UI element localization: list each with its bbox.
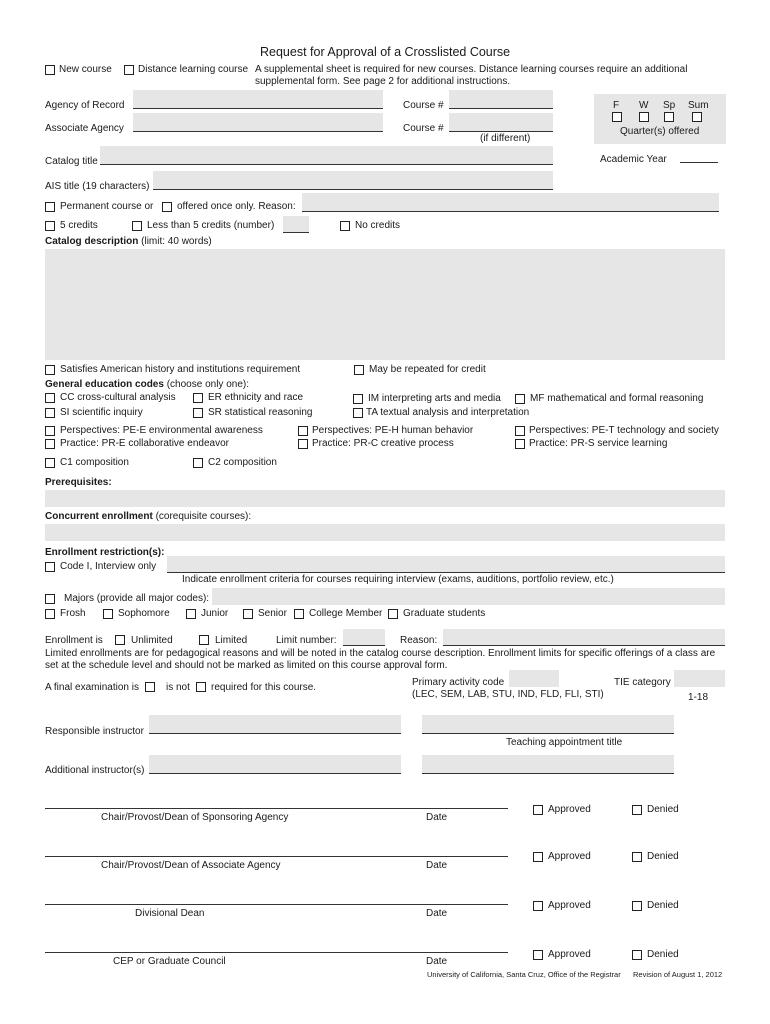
signature-date-2: Date (426, 860, 448, 871)
limit-number-label: Limit number: (276, 635, 337, 646)
signature-label-4: CEP or Graduate Council (113, 956, 226, 967)
ge-pe-h-label: Perspectives: PE-H human behavior (312, 425, 474, 436)
ge-cc-label: CC cross-cultural analysis (60, 392, 176, 403)
concurrent-enrollment-bold: Concurrent enrollment (45, 511, 153, 522)
associate-course-number-label: Course # (403, 123, 444, 134)
if-different-note: (if different) (480, 133, 531, 144)
agency-of-record-label: Agency of Record (45, 100, 125, 111)
ge-codes-bold: General education codes (45, 379, 164, 390)
once-reason-field[interactable] (302, 193, 719, 211)
ge-si-label: SI scientific inquiry (60, 407, 143, 418)
signature-label-1: Chair/Provost/Dean of Sponsoring Agency (101, 812, 289, 823)
five-credits-checkbox[interactable] (45, 221, 55, 231)
ais-title-label: AIS title (19 characters) (45, 181, 150, 192)
ge-pe-e-label: Perspectives: PE-E environmental awareness (60, 425, 263, 436)
new-course-checkbox[interactable] (45, 65, 55, 75)
tie-category-label: TIE category (614, 677, 671, 688)
ge-er-checkbox[interactable] (193, 393, 203, 403)
limited-note-1: Limited enrollments are for pedagogical reasons and will be noted in the catalog course description. Enrollment limits for specific offerings of a class are (45, 648, 716, 659)
ge-er-label: ER ethnicity and race (208, 392, 304, 403)
primary-activity-codes: (LEC, SEM, LAB, STU, IND, FLD, FLI, STI) (412, 689, 604, 700)
once-reason-line (302, 211, 719, 212)
permanent-course-checkbox[interactable] (45, 202, 55, 212)
quarter-f-checkbox[interactable] (612, 112, 622, 122)
quarter-f-label: F (613, 100, 620, 111)
academic-year-field[interactable] (680, 162, 718, 163)
ge-si-checkbox[interactable] (45, 408, 55, 418)
catalog-title-field[interactable] (100, 146, 553, 164)
ge-c2-checkbox[interactable] (193, 458, 203, 468)
ge-cc-checkbox[interactable] (45, 393, 55, 403)
ge-ta-checkbox[interactable] (353, 408, 363, 418)
repeat-credit-checkbox[interactable] (354, 365, 364, 375)
signature-line-2[interactable] (45, 856, 508, 857)
less-than-five-label: Less than 5 credits (number) (147, 220, 275, 231)
enrollment-is-label: Enrollment is (45, 635, 103, 646)
approved-label-1: Approved (548, 804, 591, 815)
enrollment-reason-line (443, 645, 725, 646)
interview-criteria-note: Indicate enrollment criteria for courses requiring interview (exams, auditions, portfolio review, etc.) (182, 574, 614, 585)
final-exam-label: A final examination is (45, 682, 139, 693)
course-number-label: Course # (403, 100, 444, 111)
final-exam-is-not-checkbox[interactable] (196, 682, 206, 692)
ge-pe-h-checkbox[interactable] (298, 426, 308, 436)
enrollment-reason-label: Reason: (400, 635, 438, 646)
offered-once-label: offered once only. Reason: (177, 201, 296, 212)
offered-once-checkbox[interactable] (162, 202, 172, 212)
approved-checkbox-1[interactable] (533, 805, 543, 815)
ge-sr-label: SR statistical reasoning (208, 407, 313, 418)
no-credits-label: No credits (355, 220, 401, 231)
denied-label-4: Denied (647, 949, 679, 960)
teaching-appointment-label: Teaching appointment title (506, 737, 623, 748)
teaching-appointment-line (422, 733, 674, 734)
additional-instructors-label: Additional instructor(s) (45, 765, 145, 776)
quarter-w-checkbox[interactable] (639, 112, 649, 122)
frosh-checkbox[interactable] (45, 609, 55, 619)
credits-number-line (283, 232, 309, 233)
ge-pr-e-checkbox[interactable] (45, 439, 55, 449)
ge-ta-label: TA textual analysis and interpretation (366, 407, 530, 418)
signature-line-1[interactable] (45, 808, 508, 809)
limit-number-field[interactable] (343, 629, 385, 645)
college-member-label: College Member (309, 608, 383, 619)
ge-pr-c-label: Practice: PR-C creative process (312, 438, 454, 449)
graduate-students-label: Graduate students (403, 608, 486, 619)
ge-mf-label: MF mathematical and formal reasoning (530, 393, 704, 404)
quarter-sum-label: Sum (688, 100, 709, 111)
approved-checkbox-2[interactable] (533, 852, 543, 862)
ge-c2-label: C2 composition (208, 457, 277, 468)
signature-date-4: Date (426, 956, 448, 967)
footer-revision: Revision of August 1, 2012 (633, 970, 723, 979)
ais-title-line (153, 189, 553, 190)
tie-category-field[interactable] (674, 670, 725, 687)
new-course-label: New course (59, 64, 112, 75)
unlimited-checkbox[interactable] (115, 635, 125, 645)
approved-checkbox-4[interactable] (533, 950, 543, 960)
ge-pr-e-label: Practice: PR-E collaborative endeavor (60, 438, 229, 449)
denied-label-2: Denied (647, 851, 679, 862)
quarters-offered-label: Quarter(s) offered (620, 126, 700, 137)
ais-title-field[interactable] (153, 171, 553, 189)
associate-course-number-line (449, 131, 553, 132)
associate-agency-label: Associate Agency (45, 123, 124, 134)
responsible-instructor-line (149, 733, 401, 734)
limited-checkbox[interactable] (199, 635, 209, 645)
ge-im-label: IM interpreting arts and media (368, 393, 501, 404)
distance-learning-checkbox[interactable] (124, 65, 134, 75)
additional-instructors-field[interactable] (149, 755, 401, 773)
sophomore-label: Sophomore (118, 608, 170, 619)
no-credits-checkbox[interactable] (340, 221, 350, 231)
final-exam-is-checkbox[interactable] (145, 682, 155, 692)
enrollment-reason-field[interactable] (443, 629, 725, 645)
junior-label: Junior (201, 608, 229, 619)
footer-office: University of California, Santa Cruz, Office of the Registrar (427, 970, 621, 979)
interview-criteria-line (167, 572, 725, 573)
ge-pr-c-checkbox[interactable] (298, 439, 308, 449)
prerequisites-label: Prerequisites: (45, 477, 112, 488)
senior-label: Senior (258, 608, 287, 619)
quarter-sp-label: Sp (663, 100, 676, 111)
ge-pr-s-checkbox[interactable] (515, 439, 525, 449)
quarter-sp-checkbox[interactable] (664, 112, 674, 122)
unlimited-label: Unlimited (131, 635, 173, 646)
associate-agency-line (133, 131, 383, 132)
american-history-label: Satisfies American history and institutions requirement (60, 364, 301, 375)
college-member-checkbox[interactable] (294, 609, 304, 619)
final-exam-required-label: required for this course. (211, 682, 317, 693)
code-i-checkbox[interactable] (45, 562, 55, 572)
associate-agency-field[interactable] (133, 113, 383, 131)
catalog-description-limit: (limit: 40 words) (138, 236, 212, 247)
ge-sr-checkbox[interactable] (193, 408, 203, 418)
concurrent-enrollment-field[interactable] (45, 524, 725, 541)
teaching-appointment-field[interactable] (422, 715, 674, 733)
denied-checkbox-3[interactable] (632, 901, 642, 911)
ge-codes-rest: (choose only one): (163, 379, 249, 390)
approved-label-2: Approved (548, 851, 591, 862)
signature-label-3: Divisional Dean (135, 908, 205, 919)
ge-mf-checkbox[interactable] (515, 394, 525, 404)
responsible-instructor-label: Responsible instructor (45, 726, 144, 737)
interview-criteria-field[interactable] (167, 556, 725, 572)
code-i-label: Code I, Interview only (60, 561, 157, 572)
additional-instructors-line (149, 773, 401, 774)
approved-checkbox-3[interactable] (533, 901, 543, 911)
senior-checkbox[interactable] (243, 609, 253, 619)
primary-activity-field[interactable] (509, 670, 559, 687)
supplemental-note-1: A supplemental sheet is required for new courses. Distance learning courses require an additional (255, 64, 688, 75)
catalog-description-bold: Catalog description (45, 236, 139, 247)
signature-label-2: Chair/Provost/Dean of Associate Agency (101, 860, 281, 871)
page-title: Request for Approval of a Crosslisted Course (260, 45, 511, 59)
ge-pe-t-label: Perspectives: PE-T technology and society (529, 425, 719, 436)
limited-label: Limited (215, 635, 248, 646)
american-history-checkbox[interactable] (45, 365, 55, 375)
majors-label: Majors (provide all major codes): (64, 593, 210, 604)
course-number-line (449, 108, 553, 109)
repeat-credit-label: May be repeated for credit (369, 364, 486, 375)
sophomore-checkbox[interactable] (103, 609, 113, 619)
ge-c1-checkbox[interactable] (45, 458, 55, 468)
catalog-title-line (100, 164, 553, 165)
approved-label-3: Approved (548, 900, 591, 911)
ge-codes-heading (45, 379, 249, 391)
quarter-w-label: W (639, 100, 649, 111)
distance-learning-label: Distance learning course (138, 64, 249, 75)
catalog-description-field[interactable] (45, 249, 725, 360)
denied-checkbox-4[interactable] (632, 950, 642, 960)
ge-c1-label: C1 composition (60, 457, 129, 468)
responsible-instructor-field[interactable] (149, 715, 401, 733)
associate-course-number-field[interactable] (449, 113, 553, 131)
tie-category-range: 1-18 (688, 692, 709, 703)
less-than-five-checkbox[interactable] (132, 221, 142, 231)
enrollment-restrictions-label: Enrollment restriction(s): (45, 547, 165, 558)
ge-pe-t-checkbox[interactable] (515, 426, 525, 436)
permanent-course-label: Permanent course or (60, 201, 154, 212)
additional-instructors-field-2[interactable] (422, 755, 674, 773)
prerequisites-field[interactable] (45, 490, 725, 507)
ge-pe-e-checkbox[interactable] (45, 426, 55, 436)
catalog-title-label: Catalog title (45, 156, 98, 167)
majors-field[interactable] (212, 588, 725, 605)
five-credits-label: 5 credits (60, 220, 98, 231)
denied-label-3: Denied (647, 900, 679, 911)
signature-line-4[interactable] (45, 952, 508, 953)
catalog-description-label (45, 236, 212, 248)
signature-line-3[interactable] (45, 904, 508, 905)
majors-checkbox[interactable] (45, 594, 55, 604)
ge-im-checkbox[interactable] (353, 394, 363, 404)
supplemental-note-2: supplemental form. See page 2 for additional instructions. (255, 76, 511, 87)
final-exam-is-not-label: is not (166, 682, 190, 693)
course-number-field[interactable] (449, 90, 553, 108)
credits-number-field[interactable] (283, 216, 309, 232)
additional-instructors-line-2 (422, 773, 674, 774)
signature-date-1: Date (426, 812, 448, 823)
concurrent-enrollment-rest: (corequisite courses): (152, 511, 252, 522)
concurrent-enrollment-label (45, 511, 251, 523)
signature-date-3: Date (426, 908, 448, 919)
agency-of-record-field[interactable] (133, 90, 383, 108)
agency-of-record-line (133, 108, 383, 109)
limit-number-line (343, 645, 385, 646)
frosh-label: Frosh (60, 608, 86, 619)
denied-checkbox-1[interactable] (632, 805, 642, 815)
approved-label-4: Approved (548, 949, 591, 960)
junior-checkbox[interactable] (186, 609, 196, 619)
primary-activity-label: Primary activity code (412, 677, 505, 688)
denied-checkbox-2[interactable] (632, 852, 642, 862)
denied-label-1: Denied (647, 804, 679, 815)
quarter-sum-checkbox[interactable] (692, 112, 702, 122)
academic-year-label: Academic Year (600, 154, 667, 165)
ge-pr-s-label: Practice: PR-S service learning (529, 438, 668, 449)
limited-note-2: set at the schedule level and should not be marked as limited on this course approval form. (45, 660, 448, 671)
graduate-students-checkbox[interactable] (388, 609, 398, 619)
